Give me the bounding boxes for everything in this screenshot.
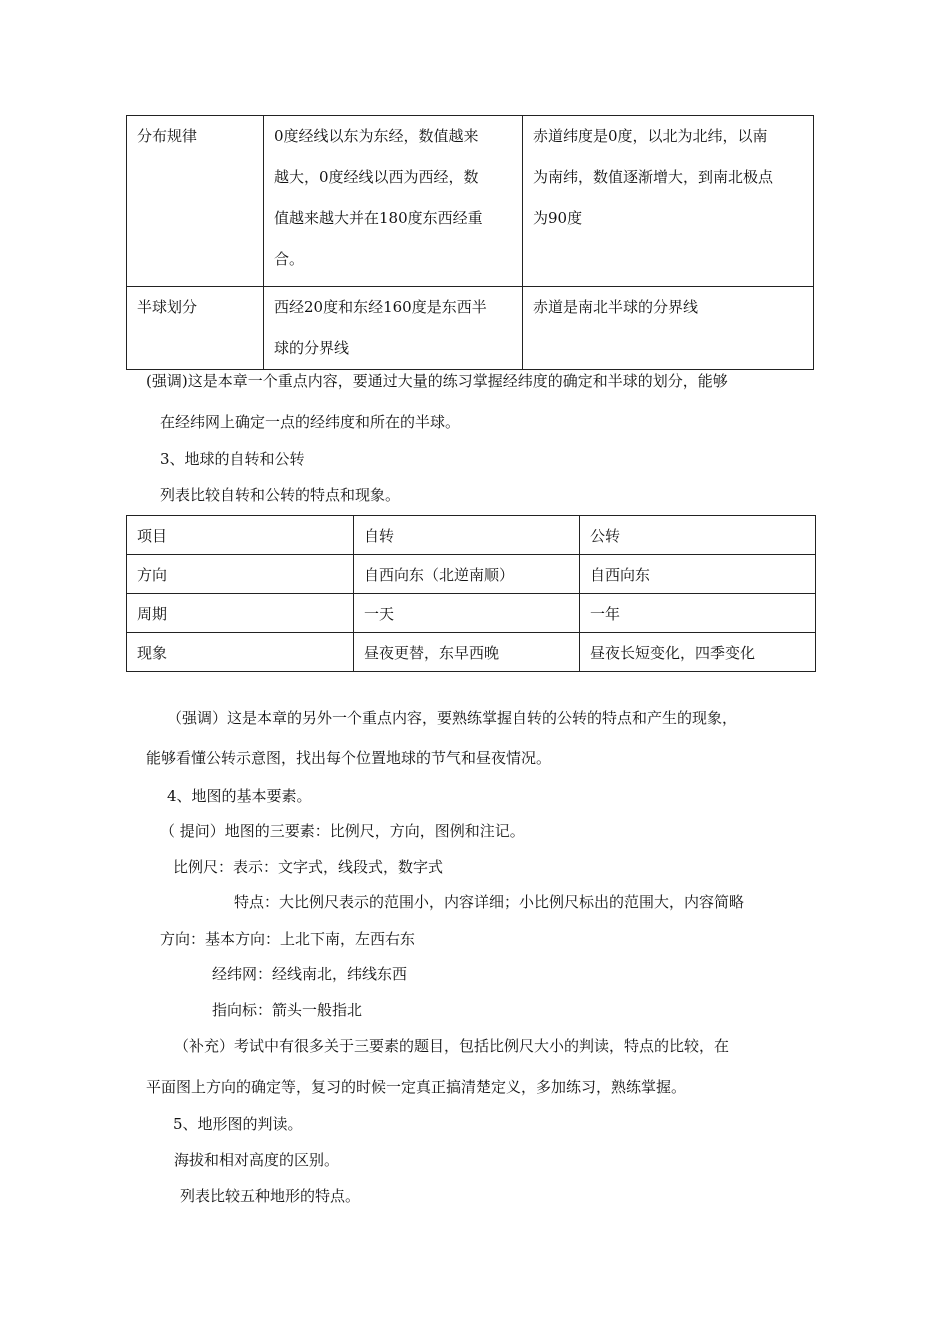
rotation-revolution-table (126, 515, 816, 672)
emphasis-paragraph-2-line-1: （强调）这是本章的另外一个重点内容，要熟练掌握自转的公转的特点和产生的现象， (167, 709, 738, 727)
compare-paragraph: 列表比较自转和公转的特点和现象。 (160, 486, 401, 504)
emphasis-paragraph-1-line-2: 在经纬网上确定一点的经纬度和所在的半球。 (160, 413, 461, 431)
section-heading-5: 5、地形图的判读。 (173, 1115, 303, 1133)
table-cell: 自西向东 (580, 555, 816, 594)
table-row (127, 594, 816, 633)
table-header-row (127, 516, 816, 555)
table-cell: 自西向东（北逆南顺） (354, 555, 580, 594)
table-header-cell: 项目 (127, 516, 354, 555)
table-cell: 昼夜长短变化，四季变化 (580, 633, 816, 672)
direction-arrow-line: 指向标：箭头一般指北 (212, 1001, 363, 1019)
table-header-cell: 自转 (354, 516, 580, 555)
scale-line: 比例尺：表示：文字式，线段式，数字式 (173, 858, 444, 876)
question-paragraph: （ 提问）地图的三要素：比例尺，方向，图例和注记。 (160, 822, 525, 840)
table-row (127, 555, 816, 594)
direction-line: 方向：基本方向：上北下南，左西右东 (160, 930, 416, 948)
table-cell-latitude: 赤道纬度是0度，以北为北纬，以南 为南纬，数值逐渐增大，到南北极点 为90度 (523, 116, 814, 287)
section-heading-4: 4、地图的基本要素。 (167, 787, 312, 805)
table-row (127, 116, 814, 287)
altitude-paragraph: 海拔和相对高度的区别。 (174, 1151, 340, 1169)
table-cell-longitude: 0度经线以东为东经，数值越来 越大，0度经线以西为西经，数 值越来越大并在180度东西经重 合。 (264, 116, 523, 287)
table-row (127, 287, 814, 370)
table-cell: 现象 (127, 633, 354, 672)
supplement-paragraph-line-2: 平面图上方向的确定等，复习的时候一定真正搞清楚定义，多加练习，熟练掌握。 (146, 1078, 687, 1096)
lat-long-table (126, 115, 814, 370)
table-cell: 方向 (127, 555, 354, 594)
direction-grid-line: 经纬网：经线南北，纬线东西 (212, 965, 408, 983)
table-cell-label: 半球划分 (127, 287, 264, 370)
supplement-paragraph-line-1: （补充）考试中有很多关于三要素的题目，包括比例尺大小的判读，特点的比较，在 (174, 1037, 730, 1055)
emphasis-paragraph-1-line-1: (强调)这是本章一个重点内容，要通过大量的练习掌握经纬度的确定和半球的划分，能够 (146, 372, 728, 390)
table-cell: 昼夜更替，东早西晚 (354, 633, 580, 672)
table-row (127, 633, 816, 672)
table-cell-latitude: 赤道是南北半球的分界线 (523, 287, 814, 370)
table-cell-longitude: 西经20度和东经160度是东西半 球的分界线 (264, 287, 523, 370)
table-header-cell: 公转 (580, 516, 816, 555)
scale-feature-line: 特点：大比例尺表示的范围小，内容详细；小比例尺标出的范围大，内容简略 (234, 893, 745, 911)
table-cell: 周期 (127, 594, 354, 633)
terrain-paragraph: 列表比较五种地形的特点。 (180, 1187, 361, 1205)
table-cell-label: 分布规律 (127, 116, 264, 287)
section-heading-3: 3、地球的自转和公转 (160, 450, 305, 468)
table-cell: 一年 (580, 594, 816, 633)
emphasis-paragraph-2-line-2: 能够看懂公转示意图，找出每个位置地球的节气和昼夜情况。 (146, 749, 552, 767)
table-cell: 一天 (354, 594, 580, 633)
